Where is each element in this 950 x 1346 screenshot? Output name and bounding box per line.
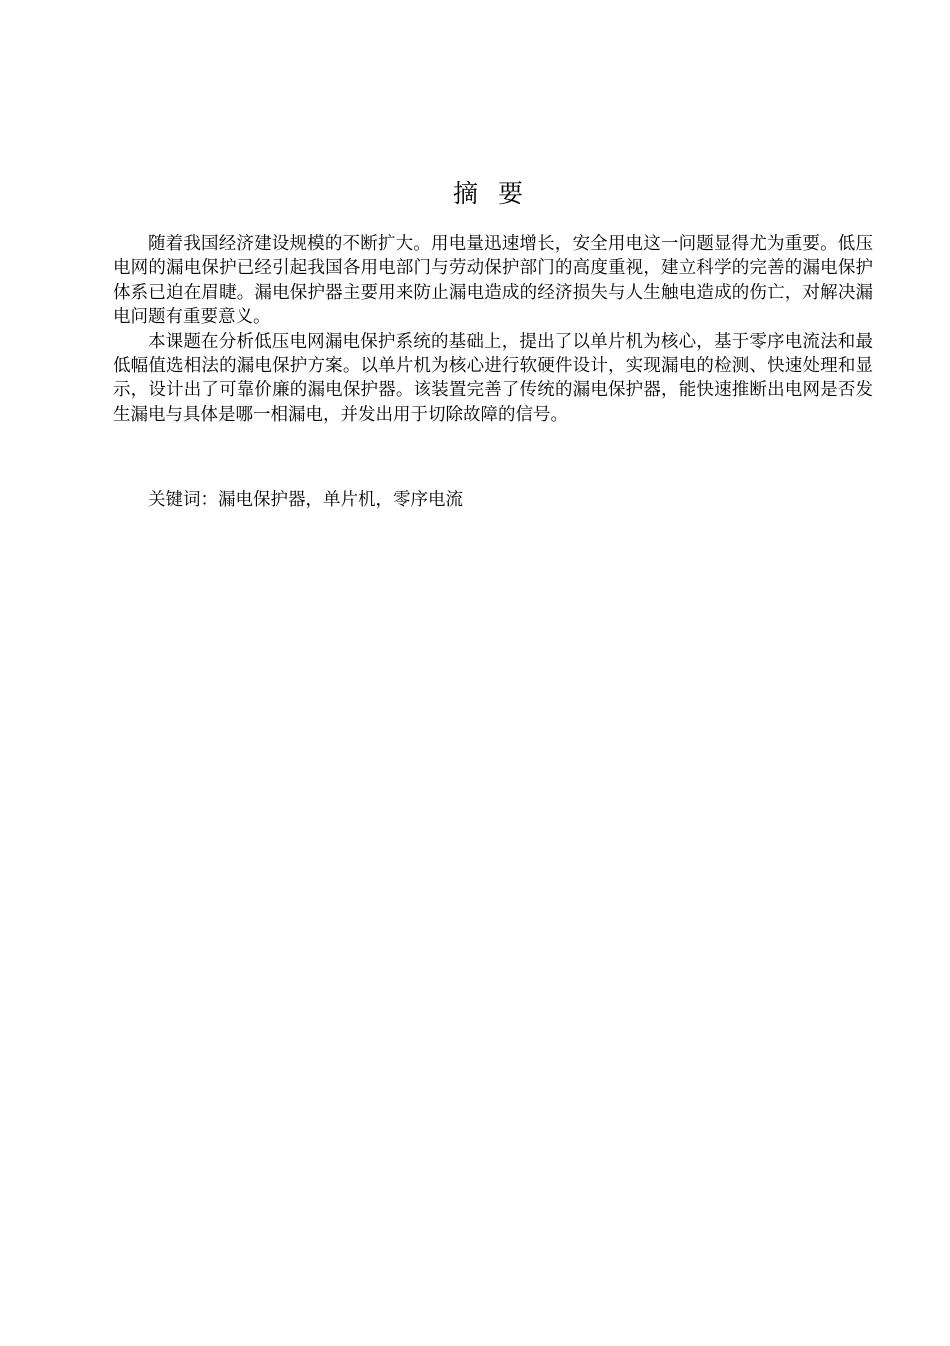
abstract-body: [113, 232, 873, 427]
keywords-line: 关键词：漏电保护器，单片机，零序电流: [148, 490, 463, 510]
abstract-paragraph-2: 本课题在分析低压电网漏电保护系统的基础上，提出了以单片机为核心，基于零序电流法和最低幅值选相法的漏电保护方案。以单片机为核心进行软硬件设计，实现漏电的检测、快速处理和显示，设计出了可靠价廉的漏电保护器。该装置完善了传统的漏电保护器，能快速推断出电网是否发生漏电与具体是哪一相漏电，并发出用于切除故障的信号。: [113, 331, 873, 425]
abstract-paragraph-1: 随着我国经济建设规模的不断扩大。用电量迅速增长，安全用电这一问题显得尤为重要。低压电网的漏电保护已经引起我国各用电部门与劳动保护部门的高度重视，建立科学的完善的漏电保护体系已迫在眉睫。漏电保护器主要用来防止漏电造成的经济损失与人生触电造成的伤亡，对解决漏电问题有重要意义。: [113, 234, 873, 328]
abstract-title: 摘 要: [453, 179, 529, 208]
